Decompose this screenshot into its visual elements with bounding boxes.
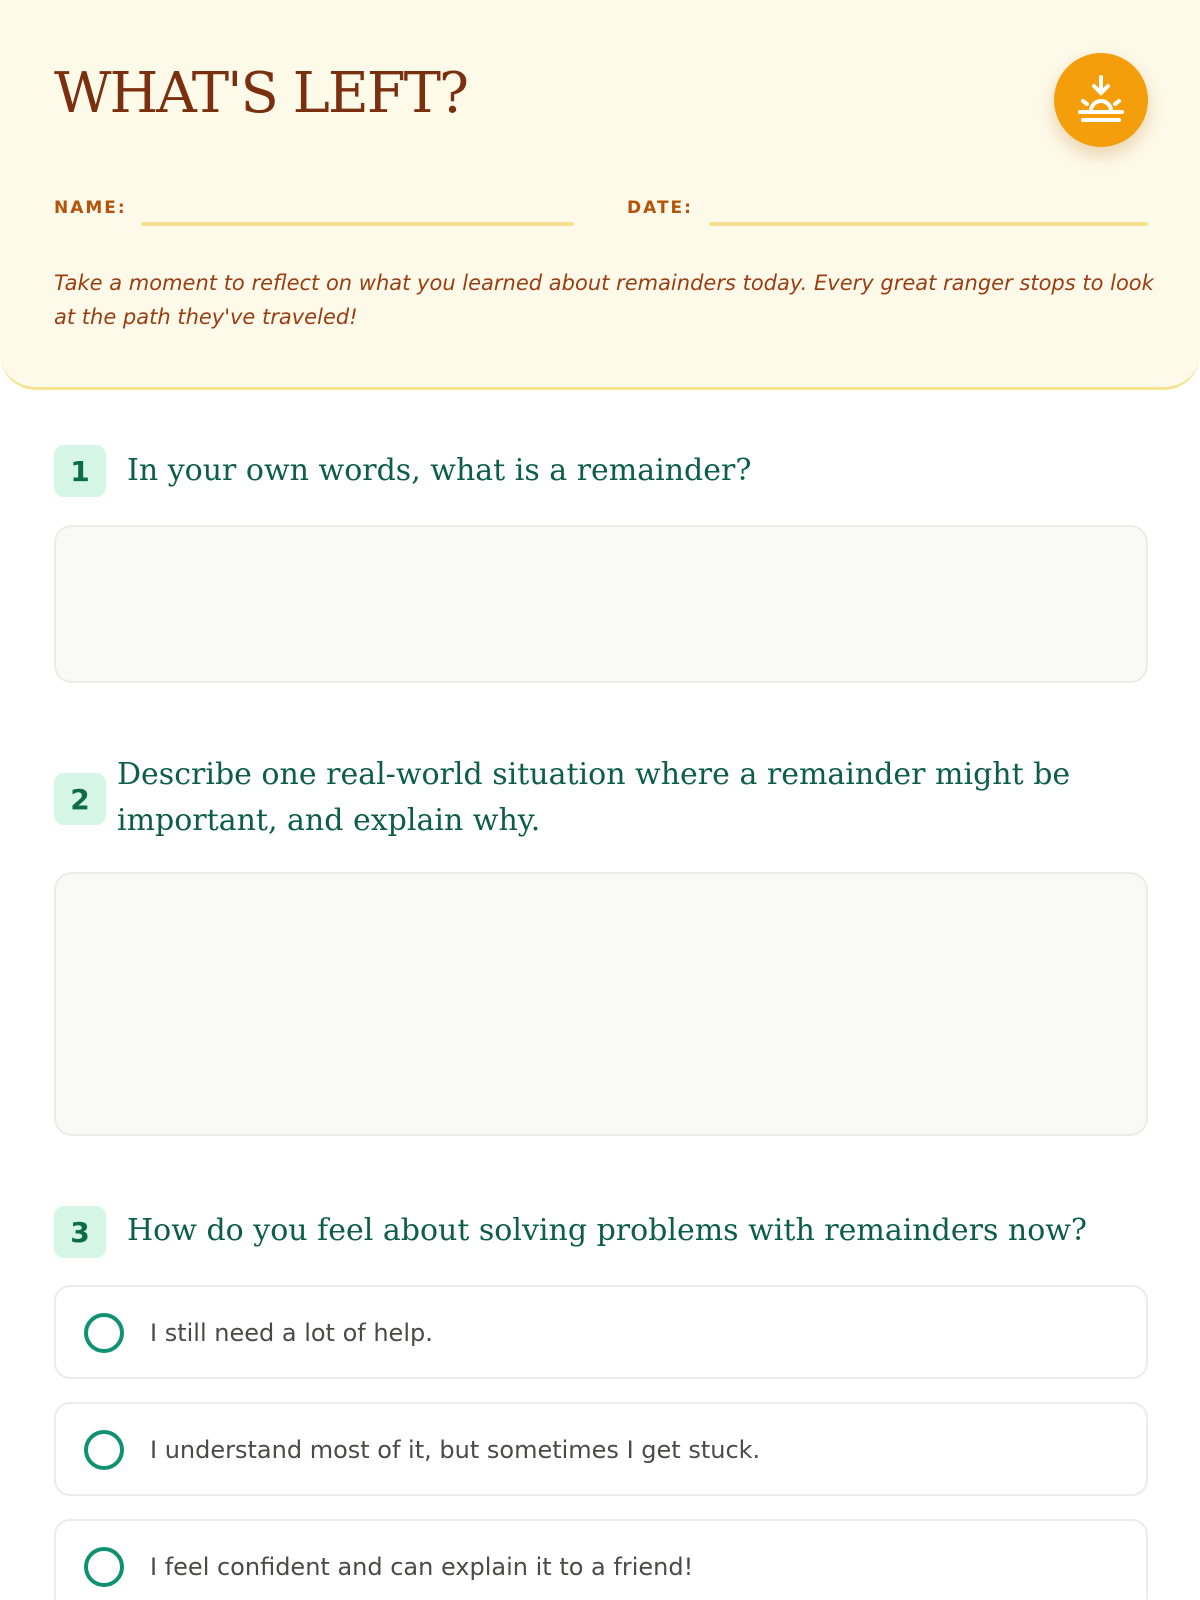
- question-number: 1: [54, 445, 106, 497]
- worksheet-header: [0, 0, 1200, 390]
- intro-text: Take a moment to reflect on what you learned about remainders today. Every great ranger stops to look at the path they've traveled!: [54, 271, 1154, 329]
- question-number: 2: [54, 773, 106, 825]
- confidence-option-3[interactable]: [54, 1519, 1148, 1600]
- question-text: In your own words, what is a remainder?: [127, 453, 752, 488]
- confidence-option-2[interactable]: [54, 1402, 1148, 1496]
- sunset-badge: [1054, 53, 1148, 147]
- page-title: WHAT'S LEFT?: [54, 61, 467, 126]
- radio-button[interactable]: [84, 1313, 124, 1353]
- name-label: NAME:: [54, 198, 127, 218]
- question-text: How do you feel about solving problems with remainders now?: [127, 1213, 1088, 1248]
- radio-button[interactable]: [84, 1547, 124, 1587]
- radio-button[interactable]: [84, 1430, 124, 1470]
- option-label: I understand most of it, but sometimes I get stuck.: [150, 1436, 761, 1464]
- answer-box-2[interactable]: [54, 872, 1148, 1136]
- answer-box-1[interactable]: [54, 525, 1148, 683]
- question-text: Describe one real-world situation where a remainder might be important, and explain why.: [117, 757, 1071, 838]
- date-label: DATE:: [627, 198, 693, 218]
- name-field[interactable]: [141, 222, 574, 226]
- question-number: 3: [54, 1206, 106, 1258]
- option-label: I feel confident and can explain it to a friend!: [150, 1553, 694, 1581]
- option-label: I still need a lot of help.: [150, 1319, 433, 1347]
- confidence-option-1[interactable]: [54, 1285, 1148, 1379]
- sunset-icon: [1077, 75, 1125, 125]
- date-field[interactable]: [709, 222, 1148, 226]
